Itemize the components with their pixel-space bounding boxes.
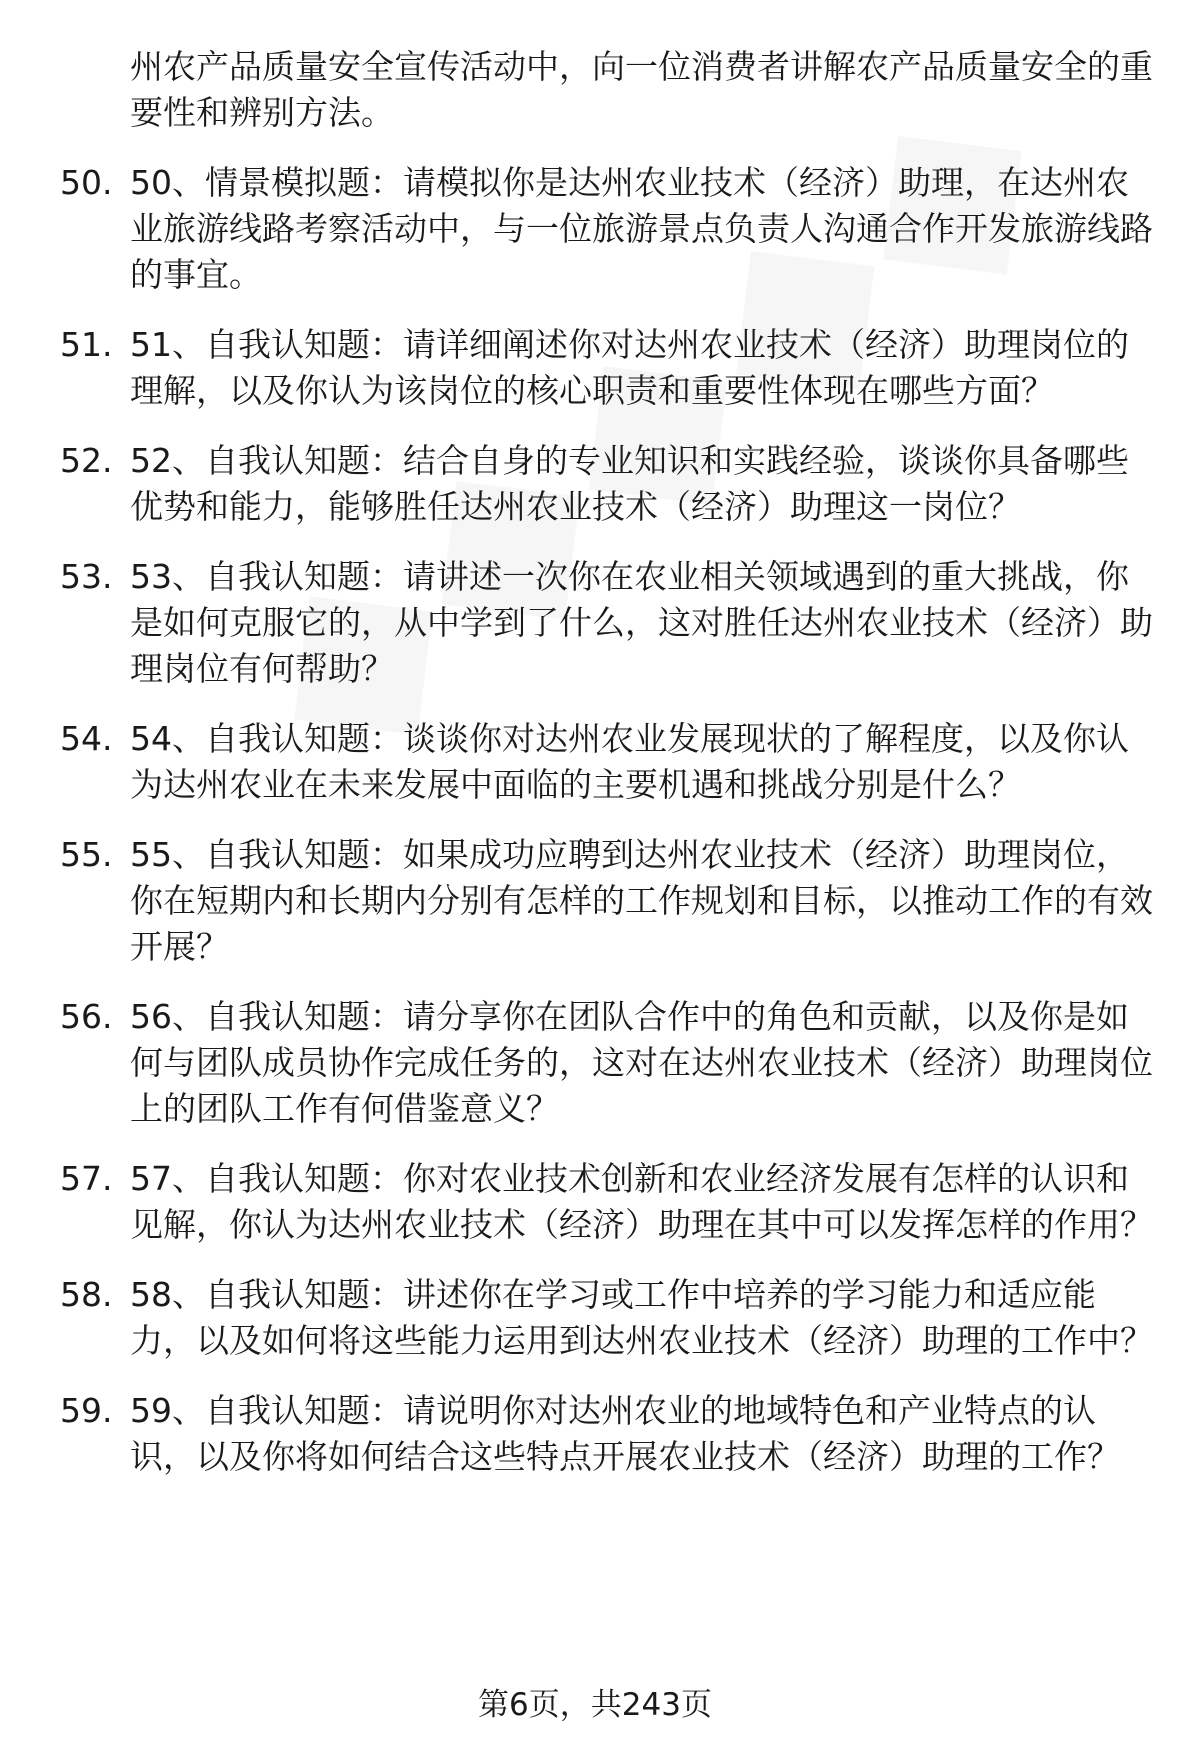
question-number: 51. bbox=[60, 325, 113, 364]
question-item bbox=[0, 994, 1190, 1132]
question-number: 52. bbox=[60, 441, 113, 480]
question-text: 51、自我认知题：请详细阐述你对达州农业技术（经济）助理岗位的理解，以及你认为该岗位的核心职责和重要性体现在哪些方面？ bbox=[130, 325, 1129, 410]
question-text: 50、情景模拟题：请模拟你是达州农业技术（经济）助理，在达州农业旅游线路考察活动中，与一位旅游景点负责人沟通合作开发旅游线路的事宜。 bbox=[130, 163, 1153, 294]
question-number: 55. bbox=[60, 835, 113, 874]
question-item bbox=[0, 438, 1190, 530]
question-item bbox=[0, 1388, 1190, 1480]
question-number: 54. bbox=[60, 719, 113, 758]
question-item bbox=[0, 1272, 1190, 1364]
question-list bbox=[0, 44, 1190, 1504]
question-text: 59、自我认知题：请说明你对达州农业的地域特色和产业特点的认识，以及你将如何结合这些特点开展农业技术（经济）助理的工作？ bbox=[130, 1391, 1120, 1476]
question-number: 56. bbox=[60, 997, 113, 1036]
question-number: 58. bbox=[60, 1275, 113, 1314]
question-text: 56、自我认知题：请分享你在团队合作中的角色和贡献，以及你是如何与团队成员协作完成任务的，这对在达州农业技术（经济）助理岗位上的团队工作有何借鉴意义？ bbox=[130, 997, 1153, 1128]
question-item bbox=[0, 160, 1190, 298]
continued-question-text: 州农产品质量安全宣传活动中，向一位消费者讲解农产品质量安全的重要性和辨别方法。 bbox=[130, 47, 1153, 132]
question-number: 57. bbox=[60, 1159, 113, 1198]
question-number: 59. bbox=[60, 1391, 113, 1430]
question-text: 53、自我认知题：请讲述一次你在农业相关领域遇到的重大挑战，你是如何克服它的，从中学到了什么，这对胜任达州农业技术（经济）助理岗位有何帮助？ bbox=[130, 557, 1153, 688]
question-item bbox=[0, 832, 1190, 970]
question-text: 58、自我认知题：讲述你在学习或工作中培养的学习能力和适应能力，以及如何将这些能力运用到达州农业技术（经济）助理的工作中？ bbox=[130, 1275, 1153, 1360]
question-text: 55、自我认知题：如果成功应聘到达州农业技术（经济）助理岗位，你在短期内和长期内分别有怎样的工作规划和目标，以推动工作的有效开展？ bbox=[130, 835, 1153, 966]
question-item bbox=[0, 322, 1190, 414]
question-number: 50. bbox=[60, 163, 113, 202]
question-item bbox=[0, 1156, 1190, 1248]
question-text: 57、自我认知题：你对农业技术创新和农业经济发展有怎样的认识和见解，你认为达州农业技术（经济）助理在其中可以发挥怎样的作用？ bbox=[130, 1159, 1153, 1244]
question-number: 53. bbox=[60, 557, 113, 596]
question-text: 54、自我认知题：谈谈你对达州农业发展现状的了解程度，以及你认为达州农业在未来发展中面临的主要机遇和挑战分别是什么？ bbox=[130, 719, 1129, 804]
question-item bbox=[0, 716, 1190, 808]
page-footer: 第6页，共243页 bbox=[478, 1687, 712, 1723]
question-item bbox=[0, 554, 1190, 692]
question-text: 52、自我认知题：结合自身的专业知识和实践经验，谈谈你具备哪些优势和能力，能够胜任达州农业技术（经济）助理这一岗位？ bbox=[130, 441, 1129, 526]
